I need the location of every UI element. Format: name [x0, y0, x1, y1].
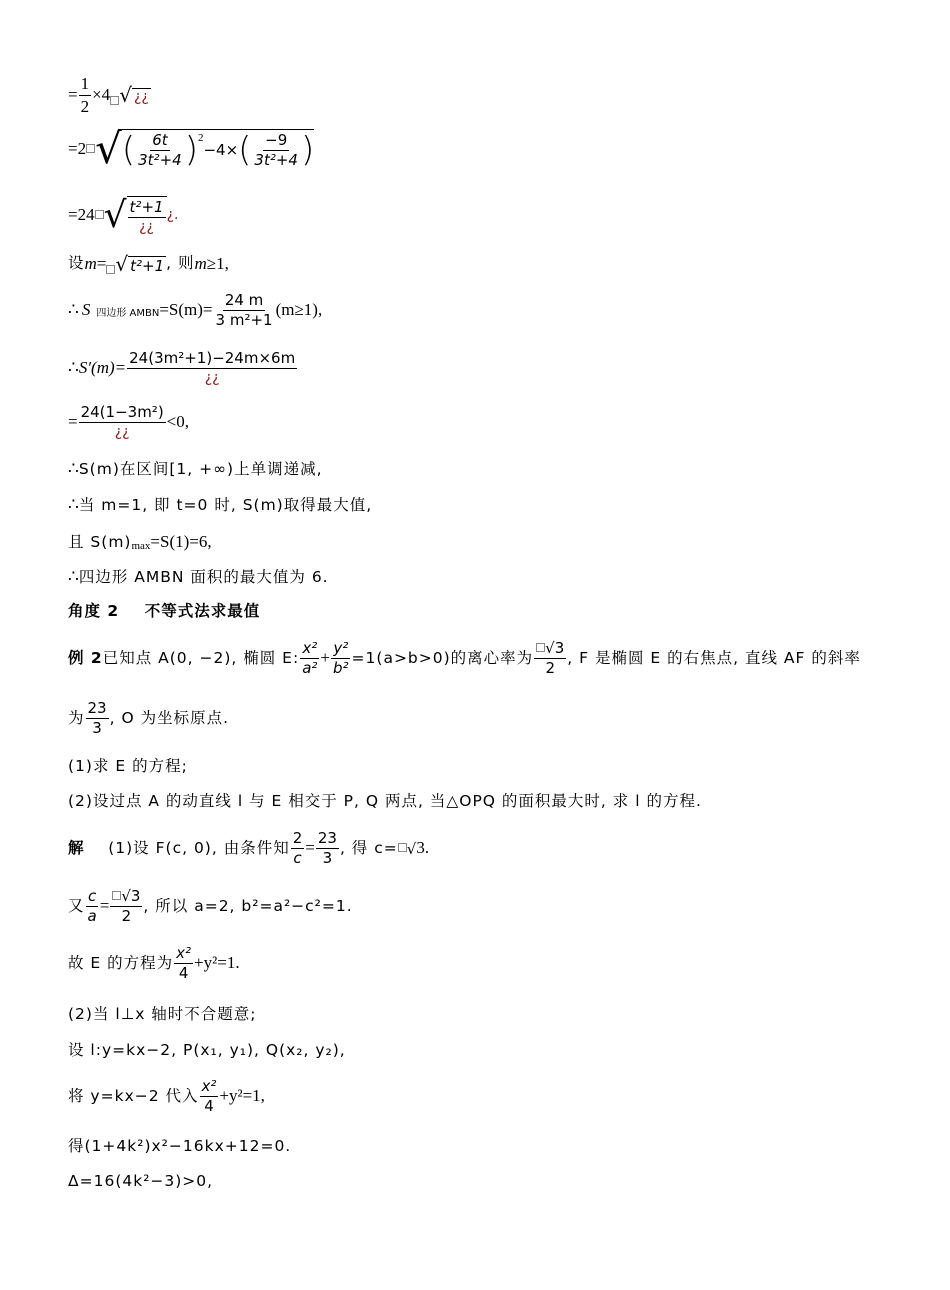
- frac-num: 3: [130, 887, 141, 905]
- text: 又: [68, 897, 85, 916]
- eq-prefix: =: [68, 84, 78, 104]
- frac-num: y²: [331, 640, 350, 659]
- var-m: m: [194, 253, 207, 273]
- fraction: [128, 199, 166, 235]
- eq-line-10: [68, 532, 212, 552]
- text: +y²=1.: [194, 953, 240, 973]
- frac-den: 3: [92, 719, 102, 738]
- plus: +: [320, 648, 330, 668]
- frac-den: 2: [545, 659, 555, 678]
- placeholder-box-icon: [95, 210, 104, 219]
- therefore-symbol: ∴: [68, 495, 79, 514]
- placeholder-box-icon: [112, 891, 121, 900]
- equals: =S(m)=: [159, 300, 213, 320]
- tail: <0,: [166, 411, 190, 431]
- frac-den: 2: [80, 96, 90, 116]
- therefore-symbol: ∴: [68, 357, 79, 377]
- fraction: [214, 292, 275, 330]
- tail: (m≥1),: [275, 300, 323, 320]
- fraction-half: [79, 74, 92, 116]
- solution-line-8: [68, 1173, 213, 1190]
- example-label: 例 2: [68, 649, 103, 668]
- eq-line-11: [68, 568, 329, 587]
- tail: =S(1)=6,: [150, 531, 212, 551]
- fraction-b: [316, 830, 339, 868]
- frac-den: ¿¿: [114, 424, 130, 441]
- eq-prefix: =: [68, 411, 78, 431]
- text: (2)当 l⊥x 轴时不合题意;: [68, 1005, 257, 1023]
- eq-line-2: =2 √ ( $\frac{6t}{\text{3t²+4}}$ ) $^2$ −4× ( $\frac{-9}{\text{3t²+4}}$ ): [68, 124, 315, 173]
- exponent: 2: [197, 131, 204, 144]
- frac-den: 2: [121, 907, 132, 926]
- inequality: ≥1,: [206, 253, 229, 273]
- var-S: S: [81, 300, 91, 320]
- text: , O 为坐标原点.: [109, 709, 230, 728]
- frac-den: 3t²+4: [138, 151, 182, 169]
- radicand: ( $\frac{6t}{\text{3t²+4}}$ ) $^2$ −4× ( $\frac{-9}{\text{3t²+4}}$ ): [121, 130, 315, 171]
- eq-prefix: =2: [68, 138, 87, 158]
- fraction-ca: [86, 888, 99, 926]
- lhs: S′(m)=: [78, 357, 127, 377]
- text: , 则: [166, 254, 195, 273]
- text: 设 l:y=kx−2, P(x₁, y₁), Q(x₂, y₂),: [68, 1041, 346, 1059]
- therefore-symbol: ∴: [68, 459, 79, 478]
- eq-line-1: [68, 74, 151, 116]
- frac-num: 24 m: [223, 292, 265, 311]
- section-heading: [68, 603, 260, 620]
- solution-line-5: [68, 1042, 346, 1059]
- subscript: 四边形 AMBN: [96, 308, 160, 320]
- frac-num: x²: [300, 640, 319, 659]
- frac-den: 3: [322, 849, 333, 868]
- example-line-1: [68, 640, 861, 678]
- fraction-x: [300, 640, 319, 678]
- text: 已知点 A(0, −2), 椭圆 E:: [102, 649, 300, 668]
- placeholder-box-icon: [398, 843, 407, 852]
- text: , F 是椭圆 E 的右焦点, 直线 AF 的斜率: [567, 649, 861, 668]
- fraction: [127, 350, 297, 386]
- question-1: [68, 758, 188, 775]
- solution-line-4: [68, 1006, 257, 1023]
- text: S(m)在区间[1, +∞)上单调递减,: [78, 459, 323, 478]
- solution-line-2: [68, 888, 353, 926]
- solution-label: 解: [68, 839, 85, 858]
- frac-num: 23: [86, 700, 109, 719]
- frac-num: 3: [554, 639, 565, 657]
- therefore-symbol: ∴: [68, 300, 79, 320]
- frac-num: 23: [316, 830, 339, 849]
- frac-num: 6t: [150, 132, 169, 151]
- minus-four-times: −4×: [203, 141, 239, 160]
- eq-line-4: [68, 254, 229, 274]
- radicand: [127, 196, 167, 235]
- frac-den: 3t²+4: [254, 151, 298, 169]
- frac-den: ¿¿: [139, 219, 154, 236]
- times-four: ×4: [92, 84, 111, 104]
- text: 设: [68, 254, 85, 273]
- eq-line-9: [68, 496, 372, 515]
- eq-line-7: [68, 404, 189, 440]
- placeholder-box-icon: [86, 144, 95, 153]
- eq-line-3: =24 √ $\frac{\text{t²+1}}{¿¿}$ ¿.: [68, 194, 179, 236]
- text: (1)设 F(c, 0), 由条件知: [84, 839, 290, 858]
- text: =1(a>b>0)的离心率为: [351, 649, 534, 668]
- frac-den: a: [87, 907, 97, 926]
- frac-den: 4: [204, 1097, 214, 1116]
- frac-den: 4: [178, 964, 189, 983]
- eq-line-8: [68, 460, 323, 479]
- frac-num: t²+1: [128, 199, 166, 218]
- eq-prefix: =24: [68, 205, 95, 225]
- placeholder-box-icon: [110, 96, 119, 105]
- frac-num: 24(1−3m²): [79, 404, 166, 423]
- subscript-max: max: [131, 540, 151, 552]
- text: , 所以 a=2, b²=a²−c²=1.: [143, 897, 353, 916]
- radicand: t²+1: [130, 256, 165, 275]
- text: 为: [68, 709, 85, 728]
- frac-den: b²: [333, 659, 349, 678]
- frac-num: c: [86, 888, 98, 907]
- solution-line-3: [68, 945, 240, 983]
- heading-text: 角度 2 不等式法求最值: [68, 602, 261, 620]
- placeholder-box-icon: [106, 265, 115, 274]
- frac-den: a²: [302, 659, 318, 678]
- frac-num: 24(3m²+1)−24m×6m: [127, 350, 297, 369]
- fraction-y: [331, 640, 351, 678]
- fraction: [200, 1078, 219, 1116]
- text: 且 S(m): [68, 532, 132, 551]
- therefore-symbol: ∴: [68, 567, 79, 586]
- fraction: [79, 404, 166, 440]
- text: 故 E 的方程为: [68, 954, 174, 973]
- text: , 得 c=: [339, 839, 398, 858]
- text: (1)求 E 的方程;: [68, 757, 188, 775]
- text: (2)设过点 A 的动直线 l 与 E 相交于 P, Q 两点, 当△OPQ 的面积最大时, 求 l 的方程.: [68, 792, 702, 810]
- frac-den: ¿¿: [204, 370, 220, 387]
- solution-line-1: 解 (1)设 F(c, 0), 由条件知 $\frac{2}{c}$ = $\frac{23}{3}$ , 得 c= √ 3.: [68, 829, 430, 868]
- text: 四边形 AMBN 面积的最大值为 6.: [78, 567, 329, 586]
- text: 得(1+4k²)x²−16kx+12=0.: [68, 1137, 292, 1155]
- frac-num: 2: [291, 830, 305, 849]
- example-line-2: [68, 700, 229, 738]
- fraction-e: √ 3 2: [534, 640, 566, 678]
- eq-line-6: [68, 350, 298, 386]
- fraction-e: √ 3 2: [110, 888, 142, 926]
- frac-den: 3 m²+1: [215, 311, 273, 330]
- frac-num: 1: [79, 74, 92, 96]
- frac-den: c: [293, 849, 302, 868]
- solution-line-7: [68, 1138, 291, 1155]
- eq-line-5: [68, 292, 322, 330]
- fraction: [174, 945, 193, 983]
- text: 当 m=1, 即 t=0 时, S(m)取得最大值,: [78, 495, 373, 514]
- equals: =: [305, 838, 315, 858]
- tail-glitch: ¿.: [166, 206, 179, 223]
- frac-num: x²: [200, 1078, 219, 1097]
- placeholder-box-icon: [536, 643, 545, 652]
- var-m: m: [84, 253, 97, 273]
- text: Δ=16(4k²−3)>0,: [68, 1172, 214, 1190]
- text: 将 y=kx−2 代入: [68, 1087, 199, 1106]
- fraction-b: [252, 132, 300, 170]
- radical: √ t²+1: [106, 254, 166, 274]
- equals: =: [99, 896, 110, 916]
- tail: 3.: [416, 838, 430, 858]
- fraction-a: [291, 830, 305, 868]
- question-2: [68, 793, 702, 810]
- equals: =: [96, 253, 107, 273]
- fraction-slope: [86, 700, 109, 738]
- radical: √ ¿¿: [110, 85, 151, 105]
- frac-num: −9: [263, 132, 289, 151]
- frac-num: x²: [174, 945, 193, 964]
- fraction-a: [136, 132, 184, 170]
- radicand-glitch: ¿¿: [133, 88, 149, 105]
- text: +y²=1,: [219, 1086, 265, 1106]
- solution-line-6: [68, 1078, 265, 1116]
